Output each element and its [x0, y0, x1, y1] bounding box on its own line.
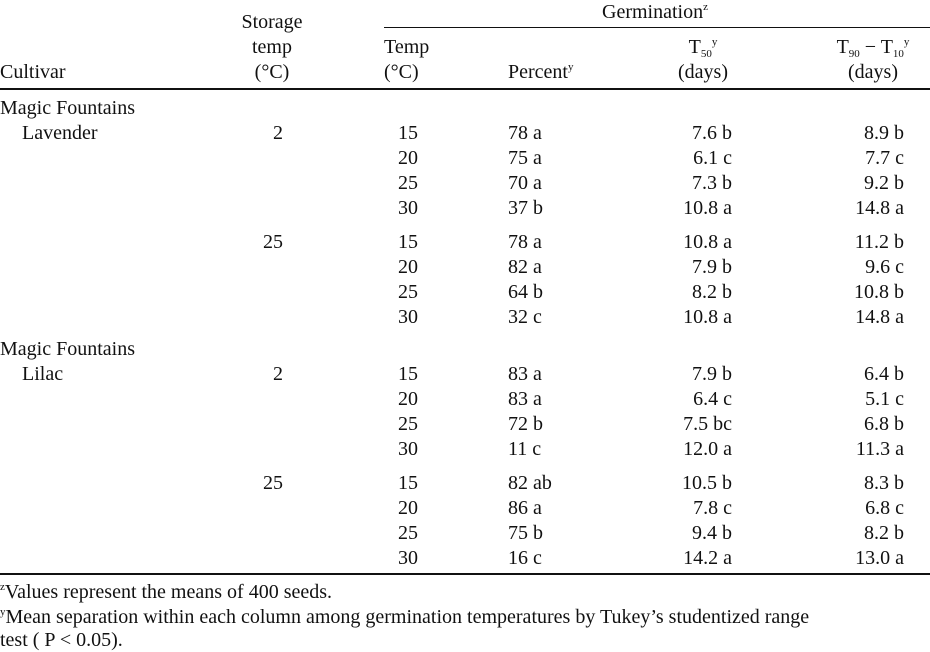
t9010-cell: 14.8 a: [855, 197, 904, 219]
storage-temp: 2: [273, 363, 283, 385]
temp-cell: 15: [398, 363, 418, 385]
t9010-cell: 10.8 b: [854, 281, 904, 303]
t9010-cell: 7.7 c: [865, 147, 904, 169]
temp-cell: 30: [398, 197, 418, 219]
percent-cell: 75 a: [508, 147, 542, 169]
t50-cell: 9.4 b: [692, 522, 732, 544]
temp-cell: 25: [398, 522, 418, 544]
percent-cell: 64 b: [508, 281, 543, 303]
t9010-cell: 14.8 a: [855, 306, 904, 328]
t9010-cell: 8.3 b: [864, 472, 904, 494]
header-t50-unit: (days): [678, 61, 728, 83]
temp-cell: 20: [398, 497, 418, 519]
temp-cell: 20: [398, 256, 418, 278]
t9010-cell: 5.1 c: [865, 388, 904, 410]
header-percent: Percent$^y$: [508, 61, 574, 83]
percent-cell: 83 a: [508, 388, 542, 410]
t9010-cell: 9.6 c: [865, 256, 904, 278]
header-t9010: $T_{90} - T_{10}^y$: [836, 36, 910, 60]
t50-cell: 7.9 b: [692, 256, 732, 278]
t50-cell: 6.4 c: [693, 388, 732, 410]
t50-cell: 7.6 b: [692, 122, 732, 144]
t50-cell: 7.5 bc: [683, 413, 732, 435]
footnote: test ( P < 0.05).: [0, 629, 123, 651]
t50-cell: 7.3 b: [692, 172, 732, 194]
percent-cell: 86 a: [508, 497, 542, 519]
cultivar-variety: Lavender: [22, 122, 98, 144]
cultivar-name: Magic Fountains: [0, 338, 135, 360]
percent-cell: 82 ab: [508, 472, 552, 494]
header-germination: Germination$^z$: [602, 1, 708, 23]
t50-cell: 10.8 a: [683, 197, 732, 219]
t50-cell: 14.2 a: [683, 547, 732, 569]
header-storage-unit: (°C): [254, 61, 290, 83]
cultivar-variety: Lilac: [22, 363, 64, 385]
header-t50: $T_{50}^y$: [688, 36, 718, 60]
temp-cell: 25: [398, 281, 418, 303]
percent-cell: 11 c: [508, 438, 542, 460]
t50-cell: 10.8 a: [683, 306, 732, 328]
t9010-cell: 8.9 b: [864, 122, 904, 144]
percent-cell: 32 c: [508, 306, 542, 328]
storage-temp: 25: [263, 231, 283, 253]
t9010-cell: 11.3 a: [855, 438, 904, 460]
temp-cell: 30: [398, 438, 418, 460]
percent-cell: 82 a: [508, 256, 542, 278]
t50-cell: 7.8 c: [693, 497, 732, 519]
t9010-cell: 9.2 b: [864, 172, 904, 194]
header-t9010-unit: (days): [848, 61, 898, 83]
header-temp: Temp: [384, 36, 430, 58]
t9010-cell: 8.2 b: [864, 522, 904, 544]
t9010-cell: 13.0 a: [855, 547, 904, 569]
percent-cell: 78 a: [508, 231, 542, 253]
header-cultivar: Cultivar: [0, 61, 66, 83]
rule-header-bottom: [0, 88, 930, 90]
t9010-cell: 6.4 b: [864, 363, 904, 385]
t50-cell: 12.0 a: [683, 438, 732, 460]
percent-cell: 83 a: [508, 363, 542, 385]
footnote: $^z$Values represent the means of 400 seeds.: [0, 581, 333, 603]
percent-cell: 75 b: [508, 522, 543, 544]
temp-cell: 30: [398, 306, 418, 328]
storage-temp: 25: [263, 472, 283, 494]
temp-cell: 30: [398, 547, 418, 569]
header-storage-line1: Storage: [241, 11, 303, 33]
rule-germination: [384, 27, 930, 28]
temp-cell: 25: [398, 413, 418, 435]
t9010-cell: 6.8 c: [865, 497, 904, 519]
cultivar-name: Magic Fountains: [0, 97, 135, 119]
rule-table-bottom: [0, 573, 930, 575]
t9010-cell: 11.2 b: [854, 231, 904, 253]
temp-cell: 15: [398, 231, 418, 253]
percent-cell: 72 b: [508, 413, 543, 435]
temp-cell: 20: [398, 147, 418, 169]
temp-cell: 15: [398, 122, 418, 144]
footnote: $^y$Mean separation within each column among germination temperatures by Tukey’s studentized range: [0, 606, 810, 628]
header-storage-line2: temp: [252, 36, 292, 58]
percent-cell: 16 c: [508, 547, 542, 569]
temp-cell: 25: [398, 172, 418, 194]
temp-cell: 20: [398, 388, 418, 410]
header-temp-unit: (°C): [384, 61, 419, 83]
t9010-cell: 6.8 b: [864, 413, 904, 435]
percent-cell: 78 a: [508, 122, 542, 144]
percent-cell: 70 a: [508, 172, 542, 194]
t50-cell: 10.8 a: [683, 231, 732, 253]
t50-cell: 7.9 b: [692, 363, 732, 385]
t50-cell: 8.2 b: [692, 281, 732, 303]
t50-cell: 6.1 c: [693, 147, 732, 169]
temp-cell: 15: [398, 472, 418, 494]
t50-cell: 10.5 b: [682, 472, 732, 494]
storage-temp: 2: [273, 122, 283, 144]
percent-cell: 37 b: [508, 197, 543, 219]
